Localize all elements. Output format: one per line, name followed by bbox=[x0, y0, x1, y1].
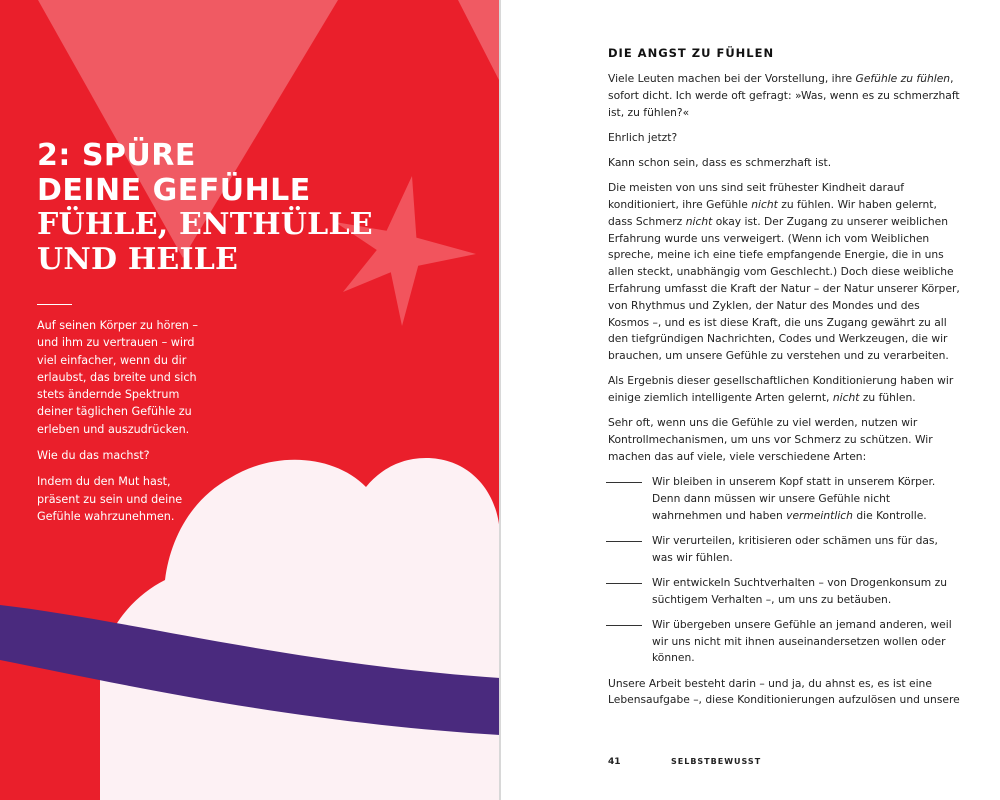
text-run: Ehrlich jetzt? bbox=[608, 130, 678, 144]
body-paragraph bbox=[608, 180, 960, 365]
list-dash bbox=[606, 482, 642, 483]
intro-paragraph: Indem du den Mut hast, präsent zu sein und deine Gefühle wahrzunehmen. bbox=[37, 475, 183, 523]
text-run: Wir verurteilen, kritisieren oder schämen uns für das, was wir fühlen. bbox=[652, 533, 938, 564]
list-dash bbox=[606, 625, 642, 626]
running-head: SELBSTBEWUSST bbox=[671, 757, 762, 766]
body-paragraph bbox=[608, 676, 960, 710]
text-run: Wir bleiben in unserem Kopf statt in unserem Körper. Denn dann müssen wir unsere Gefühle nicht wahrnehmen und haben bbox=[652, 475, 936, 522]
heading-divider bbox=[37, 304, 72, 305]
text-run: Kann schon sein, dass es schmerzhaft ist. bbox=[608, 155, 832, 169]
text-run: Sehr oft, wenn uns die Gefühle zu viel werden, nutzen wir Kontrollmechanismen, um uns vor Schmerz zu schützen. Wir machen das auf viele, viele verschiedene Arten: bbox=[608, 416, 933, 463]
bullet-list bbox=[608, 474, 960, 667]
emphasis-text: nicht bbox=[685, 214, 713, 228]
list-item-text bbox=[652, 575, 960, 609]
chapter-subheading-line-1: FÜHLE, ENTHÜLLE bbox=[37, 207, 373, 242]
list-dash bbox=[606, 583, 642, 584]
section-title: DIE ANGST ZU FÜHLEN bbox=[608, 46, 775, 60]
body-paragraph bbox=[608, 373, 960, 407]
text-run: Unsere Arbeit besteht darin – und ja, du ahnst es, es ist eine Lebensaufgabe –, diese Konditionierungen aufzulösen und unsere bbox=[608, 676, 960, 707]
text-run: Wir übergeben unsere Gefühle an jemand anderen, weil wir uns nicht mit ihnen auseinandersetzen wollen oder können. bbox=[652, 617, 952, 665]
text-run: Die meisten von uns sind seit frühester Kindheit darauf konditioniert, ihre Gefühle bbox=[608, 181, 905, 211]
chapter-heading-sans bbox=[37, 138, 311, 208]
text-run: die Kontrolle. bbox=[852, 508, 927, 522]
text-run: zu fühlen. Wir haben gelernt, dass Schmerz bbox=[608, 197, 937, 228]
light-beam-right bbox=[458, 0, 500, 82]
emphasis-text: nicht bbox=[832, 391, 860, 405]
text-run: Als Ergebnis dieser gesellschaftlichen Konditionierung haben wir einige ziemlich intelligente Arten gelernt, bbox=[608, 374, 954, 405]
intro-paragraph: Wie du das machst? bbox=[37, 449, 150, 463]
list-item-text bbox=[652, 617, 960, 667]
body-paragraph bbox=[608, 71, 960, 121]
emphasis-text: nicht bbox=[751, 197, 778, 211]
list-item bbox=[606, 617, 960, 667]
body-paragraph bbox=[608, 155, 960, 172]
chapter-subheading-line-2: UND HEILE bbox=[37, 242, 239, 277]
body-text bbox=[608, 71, 960, 718]
intro-paragraph: Auf seinen Körper zu hören – und ihm zu vertrauen – wird viel einfacher, wenn du dir erlaubst, das breite und sich stets ändernde Spektrum deiner täglichen Gefühle zu erleben und auszudrücken. bbox=[37, 319, 198, 436]
list-item-text bbox=[652, 533, 960, 567]
paragraphs-after-list bbox=[608, 676, 960, 710]
list-dash bbox=[606, 541, 642, 542]
emphasis-text: Gefühle zu fühlen bbox=[855, 72, 951, 85]
paragraphs-before-list bbox=[608, 71, 960, 466]
intro-text bbox=[37, 317, 212, 534]
text-run: okay ist. Der Zugang zu unserer weiblichen Erfahrung wurde uns verweigert. (Wenn ich vom Weiblichen spreche, meine ich eine tiefe empfangende Energie, die in uns allen steckt, unabhängig vom Geschlecht.) Doch diese weibliche Erfahrung umfasst die Kraft der Natur – der Natur unserer Körper, von Rhythmus und Zyklen, der Natur des Mondes und des Kosmos –, und es ist diese Kraft, die uns Zugang gewährt zu all den tiefgründigen Nachrichten, Codes und Werkzeugen, die wir brauchen, um unsere Gefühle zu verstehen und zu verarbeiten. bbox=[608, 214, 960, 363]
text-run: zu fühlen. bbox=[859, 391, 916, 405]
chapter-heading-line-1: 2: SPÜRE bbox=[37, 138, 196, 173]
body-paragraph bbox=[608, 415, 960, 465]
list-item bbox=[606, 533, 960, 567]
list-item bbox=[606, 575, 960, 609]
emphasis-text: vermeintlich bbox=[786, 508, 853, 522]
list-item bbox=[606, 474, 960, 524]
chapter-heading-line-2: DEINE GEFÜHLE bbox=[37, 173, 311, 208]
page-number: 41 bbox=[608, 757, 621, 767]
text-run: Wir entwickeln Suchtverhalten – von Drogenkonsum zu süchtigem Verhalten –, um uns zu betäuben. bbox=[652, 575, 947, 606]
list-item-text bbox=[652, 474, 960, 524]
text-run: Viele Leuten machen bei der Vorstellung, ihre bbox=[608, 72, 856, 85]
chapter-subheading-serif bbox=[37, 207, 373, 277]
body-paragraph bbox=[608, 130, 960, 147]
text-run: , sofort dicht. Ich werde oft gefragt: »Was, wenn es zu schmerzhaft ist, zu fühlen?« bbox=[608, 72, 960, 119]
